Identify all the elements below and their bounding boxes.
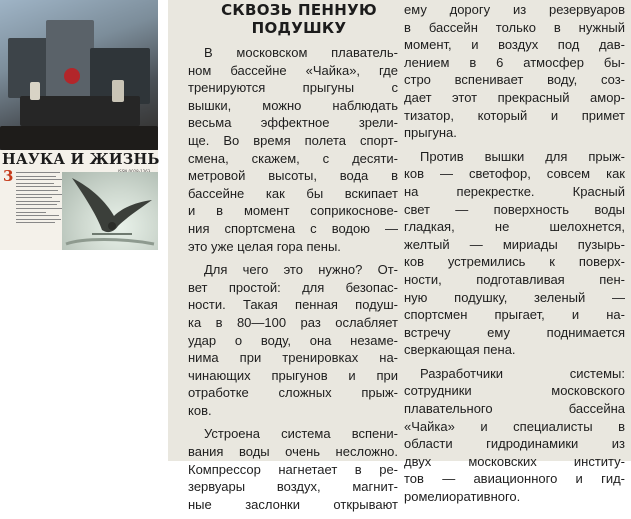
magazine-cover	[0, 0, 158, 250]
cover-bird-image	[62, 172, 158, 250]
text-line: весьма эффектное зрели-	[188, 115, 398, 131]
text-line: тренируются прыгуны с	[188, 80, 398, 96]
text-line: ном бассейне «Чайка», где	[188, 62, 398, 78]
text-line: на перекрестке. Красный	[404, 183, 625, 199]
article-column-2	[404, 1, 625, 512]
text-line: свет — поверхность воды	[404, 201, 625, 217]
text-line: Разработчики системы:	[420, 365, 625, 381]
headline-line: ПОДУШКУ	[251, 19, 347, 37]
article-headline	[198, 1, 400, 37]
article-paragraph	[188, 44, 398, 255]
text-line: метровой высоты, вода в	[188, 168, 398, 184]
text-line: Против вышки для прыж-	[420, 148, 625, 164]
article	[168, 0, 631, 512]
text-line: вания воды очень несложно.	[188, 444, 398, 460]
article-paragraph	[404, 1, 625, 142]
text-line: ния спортсмена с водою —	[188, 220, 398, 236]
text-line: ков устремились к поверх-	[404, 254, 625, 270]
text-line: нима при тренировках на-	[188, 350, 398, 366]
text-line: ромелиоративного.	[404, 489, 521, 505]
text-line: плавательного бассейна	[404, 401, 625, 417]
text-line: зервуары воздух, магнит-	[188, 479, 398, 495]
text-line: смена, скажем, с десяти-	[188, 150, 398, 166]
headline-line: СКВОЗЬ ПЕННУЮ	[221, 1, 377, 19]
text-line: ему дорогу из резервуаров	[404, 2, 625, 17]
text-line: вет простой: для безопас-	[188, 279, 398, 295]
text-line: ще. Во время полета спорт-	[188, 132, 398, 148]
text-line: в бассейн только в нужный	[404, 19, 625, 35]
article-paragraph	[188, 261, 398, 419]
text-line: ные заслонки открывают	[188, 496, 398, 512]
text-line: Устроена система вспени-	[204, 426, 398, 442]
text-line: ков.	[188, 402, 212, 418]
cover-issue-number: 3	[3, 167, 14, 185]
text-line: чинающих прыгунов и при	[188, 367, 398, 383]
text-line: Для чего это нужно? От-	[204, 262, 398, 278]
text-line: ности. Такая пенная подуш-	[188, 297, 398, 313]
text-line: спортсмен прыгает, и на-	[404, 307, 625, 323]
text-line: ка в 80—100 раз ослабляет	[188, 314, 398, 330]
text-line: тов — авиационного и гид-	[404, 471, 625, 487]
text-line: это уже целая гора пены.	[188, 238, 341, 254]
text-line: желтый — мириады пузырь-	[404, 236, 625, 252]
text-line: сотрудники московского	[404, 383, 625, 399]
article-paragraph	[188, 425, 398, 513]
text-line: сверкающая пена.	[404, 342, 516, 358]
text-line: ков — светофор, совсем как	[404, 166, 625, 182]
text-line: бассейне как бы вскипает	[188, 185, 398, 201]
text-line: ную подушку, зеленый —	[404, 289, 625, 305]
text-line: «Чайка» и специалисты в	[404, 418, 625, 434]
text-line: встречу ему поднимается	[404, 324, 625, 340]
text-line: удар о воду, она незаме-	[188, 332, 398, 348]
cover-photo	[0, 0, 158, 150]
cover-title: НАУКА И ЖИЗНЬ	[2, 151, 160, 168]
text-line: отработке сложных прыж-	[188, 385, 398, 401]
text-line: лением в 6 атмосфер бы-	[404, 54, 625, 70]
text-line: и в момент соприкоснове-	[188, 203, 398, 219]
cover-contents-text	[16, 172, 62, 232]
text-line: Компрессор нагнетает в ре-	[188, 461, 398, 477]
text-line: прыгуна.	[404, 125, 457, 141]
text-line: гладкая, не шелохнется,	[404, 219, 625, 235]
text-line: стро вспенивает воду, соз-	[404, 72, 625, 88]
text-line: В московском плаватель-	[204, 45, 398, 60]
text-line: момент, и воздух под дав-	[404, 37, 625, 53]
text-line: дает этот прекрасный амор-	[404, 89, 625, 105]
text-line: ности, подготавливая пен-	[404, 271, 625, 287]
text-line: вышки, можно наблюдать	[188, 97, 398, 113]
text-line: области гидродинамики из	[404, 436, 625, 452]
article-paragraph	[404, 148, 625, 359]
article-column-1	[188, 44, 398, 519]
text-line: двух московских институ-	[404, 453, 625, 469]
article-paragraph	[404, 365, 625, 506]
text-line: тизатор, который и примет	[404, 107, 625, 123]
